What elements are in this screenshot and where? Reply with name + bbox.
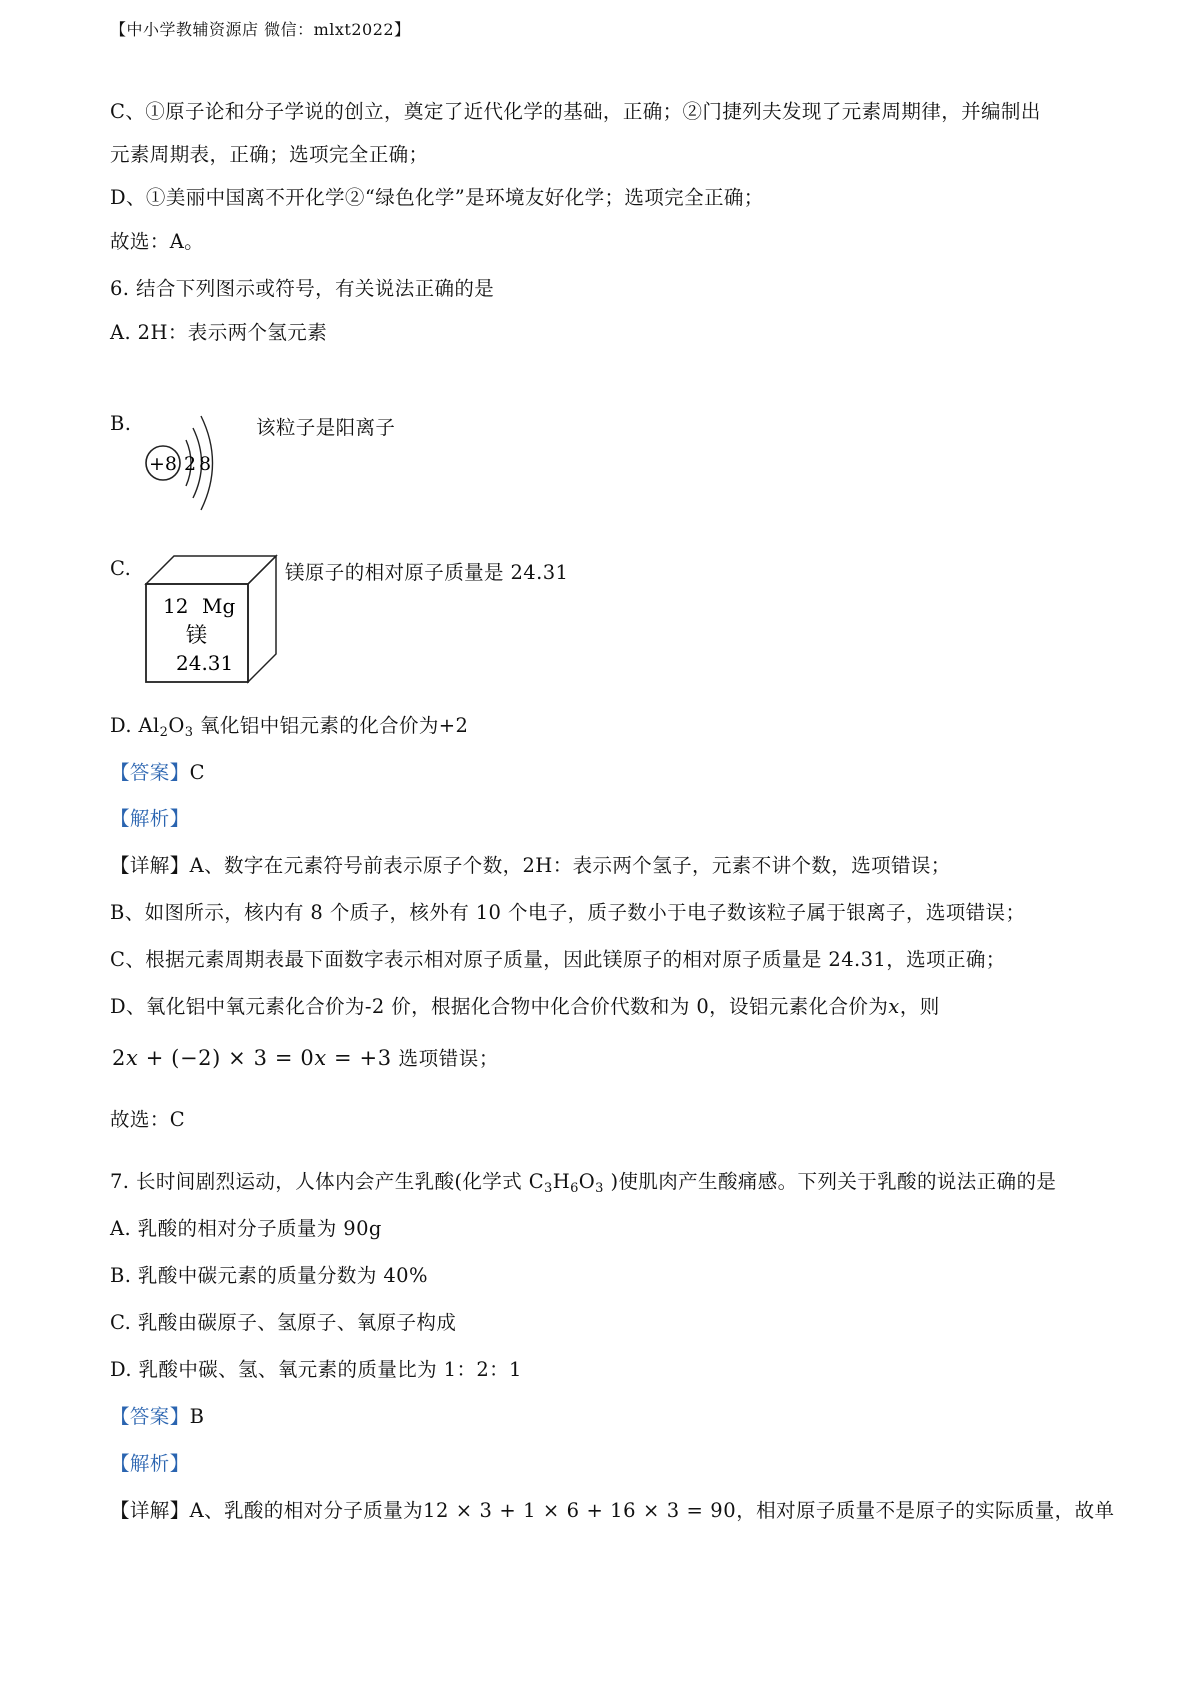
- shell-1-electrons: 2: [183, 453, 197, 475]
- q6-detail-d: D、氧化铝中氧元素化合价为-2 价，根据化合物中化合价代数和为 0，设铝元素化合价为x，则: [110, 995, 940, 1018]
- q6-option-b-label: B.: [110, 412, 132, 435]
- q6-stem: 6. 结合下列图示或符号，有关说法正确的是: [110, 277, 495, 300]
- q6-answer: 【答案】C: [110, 761, 205, 784]
- q6-analysis-tag: 【解析】: [110, 807, 190, 830]
- q7-analysis-tag: 【解析】: [110, 1452, 190, 1475]
- q5-choice: 故选：A。: [110, 230, 205, 253]
- element-symbol: Mg: [202, 594, 236, 618]
- q6-equation: 2x + (−2) × 3 = 0x = +3 选项错误；: [112, 1046, 499, 1070]
- shell-2-electrons: 8: [198, 453, 212, 475]
- nucleus-charge: +8: [148, 453, 178, 475]
- element-name: 镁: [186, 623, 207, 647]
- atomic-mass: 24.31: [176, 651, 234, 675]
- q6-option-a: A. 2H：表示两个氢元素: [110, 321, 328, 344]
- q7-option-d: D. 乳酸中碳、氢、氧元素的质量比为 1：2：1: [110, 1358, 522, 1381]
- q7-answer: 【答案】B: [110, 1405, 205, 1428]
- answer-tag: 【答案】: [110, 761, 190, 784]
- q7-option-c: C. 乳酸由碳原子、氢原子、氧原子构成: [110, 1311, 457, 1334]
- q5-option-d: D、①美丽中国离不开化学②“绿色化学”是环境友好化学；选项完全正确；: [110, 186, 764, 209]
- q6-option-c-label: C.: [110, 557, 132, 580]
- q6-choice: 故选：C: [110, 1108, 186, 1131]
- q7-option-b: B. 乳酸中碳元素的质量分数为 40%: [110, 1264, 428, 1287]
- q6-detail-b: B、如图所示，核内有 8 个质子，核外有 10 个电子，质子数小于电子数该粒子属于银离子，选项错误；: [110, 901, 1026, 924]
- q6-option-d: D. $Al_2O_3$ 氧化铝中铝元素的化合价为+2: [110, 714, 469, 740]
- q6-option-c-text: 镁原子的相对原子质量是 24.31: [285, 561, 569, 584]
- q7-detail-a: 【详解】A、乳酸的相对分子质量为12 × 3 + 1 × 6 + 16 × 3 = 90，相对原子质量不是原子的实际质量，故单: [110, 1499, 1115, 1522]
- atomic-number: 12: [163, 594, 189, 618]
- q5-option-c-line2: 元素周期表，正确；选项完全正确；: [110, 143, 429, 166]
- q7-stem: 7. 长时间剧烈运动，人体内会产生乳酸(化学式 $C_3H_6O_3$ )使肌肉产生酸痛感。下列关于乳酸的说法正确的是: [110, 1170, 1057, 1196]
- periodic-element-cell: [138, 550, 280, 688]
- q5-option-c-line1: C、①原子论和分子学说的创立，奠定了近代化学的基础，正确；②门捷列夫发现了元素周期律，并编制出: [110, 100, 1041, 123]
- page-header: 【中小学教辅资源店 微信：mlxt2022】: [110, 20, 411, 39]
- q6-option-b-text: 该粒子是阳离子: [256, 416, 396, 439]
- q6-detail-c: C、根据元素周期表最下面数字表示相对原子质量，因此镁原子的相对原子质量是 24.31，选项正确；: [110, 948, 1006, 971]
- q7-option-a: A. 乳酸的相对分子质量为 90g: [110, 1217, 382, 1240]
- q6-detail-a: 【详解】A、数字在元素符号前表示原子个数，2H：表示两个氢子，元素不讲个数，选项错误；: [110, 854, 951, 877]
- atom-structure-diagram: [138, 400, 238, 520]
